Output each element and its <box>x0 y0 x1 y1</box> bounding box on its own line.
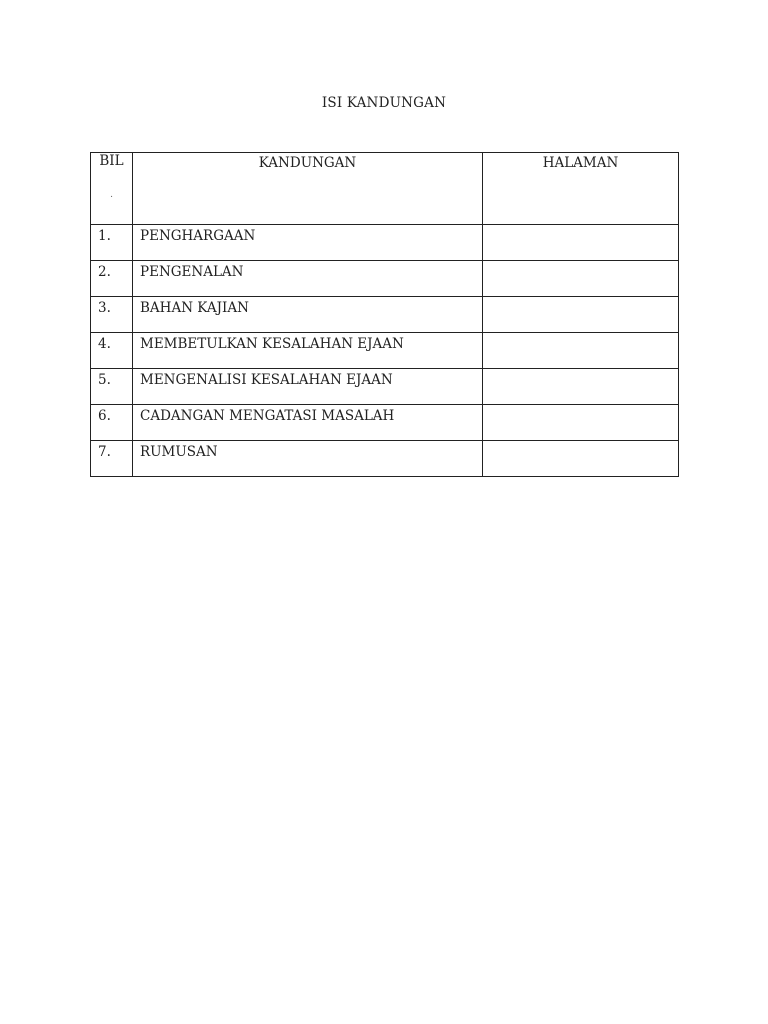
contents-table <box>90 152 679 477</box>
row-page <box>483 333 679 369</box>
table-header-row <box>91 153 679 225</box>
column-header-bil-suffix: . <box>110 189 113 200</box>
table-row <box>91 297 679 333</box>
column-header-kandungan: KANDUNGAN <box>133 153 483 225</box>
row-content: MENGENALISI KESALAHAN EJAAN <box>133 369 483 405</box>
row-page <box>483 369 679 405</box>
table-row <box>91 441 679 477</box>
row-number: 7. <box>91 441 133 477</box>
row-page <box>483 441 679 477</box>
table-row <box>91 261 679 297</box>
table-row <box>91 333 679 369</box>
row-content: RUMUSAN <box>133 441 483 477</box>
row-page <box>483 225 679 261</box>
row-number: 5. <box>91 369 133 405</box>
column-header-bil-label: BIL <box>99 153 124 169</box>
row-content: MEMBETULKAN KESALAHAN EJAAN <box>133 333 483 369</box>
column-header-bil <box>91 153 133 225</box>
table-row <box>91 225 679 261</box>
row-number: 1. <box>91 225 133 261</box>
row-page <box>483 261 679 297</box>
row-page <box>483 405 679 441</box>
row-content: BAHAN KAJIAN <box>133 297 483 333</box>
row-page <box>483 297 679 333</box>
row-number: 4. <box>91 333 133 369</box>
row-content: CADANGAN MENGATASI MASALAH <box>133 405 483 441</box>
row-content: PENGHARGAAN <box>133 225 483 261</box>
table-row <box>91 405 679 441</box>
row-content: PENGENALAN <box>133 261 483 297</box>
row-number: 6. <box>91 405 133 441</box>
row-number: 2. <box>91 261 133 297</box>
page-title: ISI KANDUNGAN <box>321 95 447 111</box>
table-row <box>91 369 679 405</box>
column-header-halaman: HALAMAN <box>483 153 679 225</box>
row-number: 3. <box>91 297 133 333</box>
